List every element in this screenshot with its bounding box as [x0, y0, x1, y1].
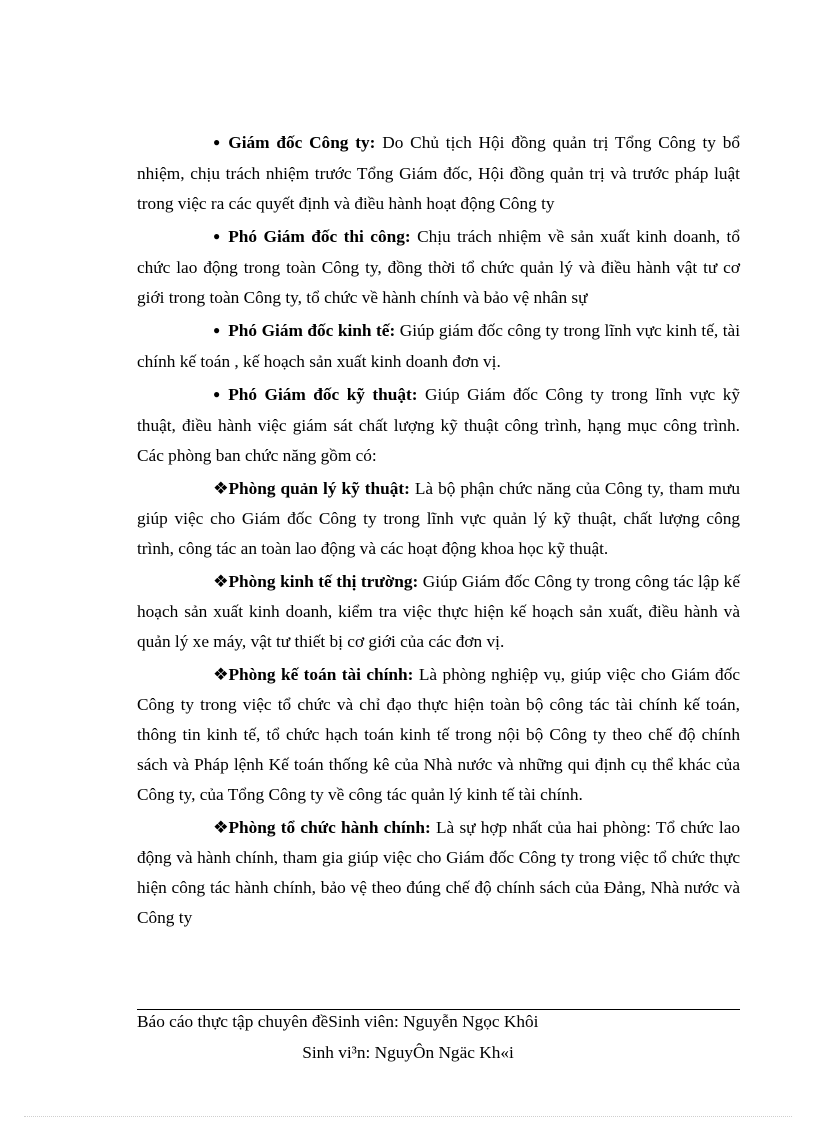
paragraph-text: Là bộ phận chức năng của Công ty, tham mưu giúp việc cho Giám đốc Công ty trong lĩnh vực quản lý kỹ thuật, chất lượng công trình, công tác an toàn lao động và các hoạt động khoa học kỹ thuật. [137, 479, 740, 558]
bullet-dot-icon: ● [213, 135, 221, 149]
bullet-dot-icon: ● [213, 387, 221, 401]
paragraph-pho-giam-doc-ky-thuat [137, 380, 740, 471]
paragraph-text: Giúp giám đốc công ty trong lĩnh vực kinh tế, tài chính kế toán , kế hoạch sản xuất kinh doanh đơn vị. [137, 321, 741, 371]
paragraph-term: Phó Giám đốc thi công: [228, 227, 411, 246]
paragraph-text: Do Chủ tịch Hội đồng quản trị Tổng Công ty bổ nhiệm, chịu trách nhiệm trước Tổng Giám đốc, Hội đồng quản trị và trước pháp luật trong việc ra các quyết định và điều hành hoạt động Công ty [137, 133, 740, 213]
paragraph-pho-giam-doc-thi-cong [137, 222, 740, 313]
paragraph-text: Chịu trách nhiệm về sản xuất kinh doanh, tổ chức lao động trong toàn Công ty, đồng thời tổ chức quản lý và điều hành vật tư cơ giới trong toàn Công ty, tổ chức về hành chính và bảo vệ nhân sự [137, 227, 740, 307]
diamond-bullet-icon: ❖ [213, 479, 229, 498]
diamond-bullet-icon: ❖ [213, 572, 229, 591]
paragraph-text: Giúp Giám đốc Công ty trong công tác lập kế hoạch sản xuất kinh doanh, kiểm tra việc thực hiện kế hoạch sản xuất, điều hành và quản lý xe máy, vật tư thiết bị cơ giới của các đơn vị. [137, 572, 740, 651]
paragraph-term: Phòng tổ chức hành chính: [228, 818, 431, 837]
paragraph-phong-kinh-te-thi-truong [137, 567, 740, 657]
paragraph-term: Phòng kế toán tài chính: [228, 665, 414, 684]
paragraph-giam-doc [137, 128, 740, 219]
diamond-bullet-icon: ❖ [213, 665, 229, 684]
paragraph-phong-to-chuc-hanh-chinh [137, 813, 740, 933]
diamond-bullet-icon: ❖ [213, 818, 229, 837]
paragraph-pho-giam-doc-kinh-te [137, 316, 740, 377]
paragraph-phong-quan-ly-ky-thuat [137, 474, 740, 564]
paragraph-text: Là sự hợp nhất của hai phòng: Tổ chức lao động và hành chính, tham gia giúp việc cho Giám đốc Công ty trong việc tổ chức thực hiện công tác hành chính, bảo vệ theo đúng chế độ chính sách của Đảng, Nhà nước và Công ty [137, 818, 741, 927]
paragraph-term: Phó Giám đốc kỹ thuật: [228, 385, 418, 404]
bullet-dot-icon: ● [213, 229, 221, 243]
paragraph-phong-ke-toan-tai-chinh [137, 660, 740, 810]
footer-student-name: Sinh vi³n: NguyÔn Ngäc Kh«i [302, 1043, 514, 1062]
paragraph-term: Giám đốc Công ty: [228, 133, 376, 152]
bullet-dot-icon: ● [213, 323, 221, 337]
paragraph-term: Phòng quản lý kỹ thuật: [228, 479, 410, 498]
paragraph-term: Phó Giám đốc kinh tế: [228, 321, 396, 340]
footer-report-title: Báo cáo thực tập chuyên đềSinh viên: Nguyễn Ngọc Khôi [137, 1012, 539, 1031]
page-bottom-edge [24, 1116, 792, 1117]
document-body [137, 128, 740, 936]
paragraph-text: Giúp Giám đốc Công ty trong lĩnh vực kỹ thuật, điều hành việc giám sát chất lượng kỹ thuật công trình, hạng mục công trình. Các phòng ban chức năng gồm có: [137, 385, 740, 465]
paragraph-term: Phòng kinh tế thị trường: [228, 572, 419, 591]
paragraph-text: Là phòng nghiệp vụ, giúp việc cho Giám đốc Công ty trong việc tổ chức và chỉ đạo thực hiện toàn bộ công tác tài chính kế toán, thông tin kinh tế, tổ chức hạch toán kinh tế trong nội bộ Công ty theo chế độ chính sách và Pháp lệnh Kế toán thống kê của Nhà nước và những qui định cụ thể khác của Công ty, của Tổng Công ty về công tác quản lý kinh tế tài chính. [137, 665, 740, 804]
